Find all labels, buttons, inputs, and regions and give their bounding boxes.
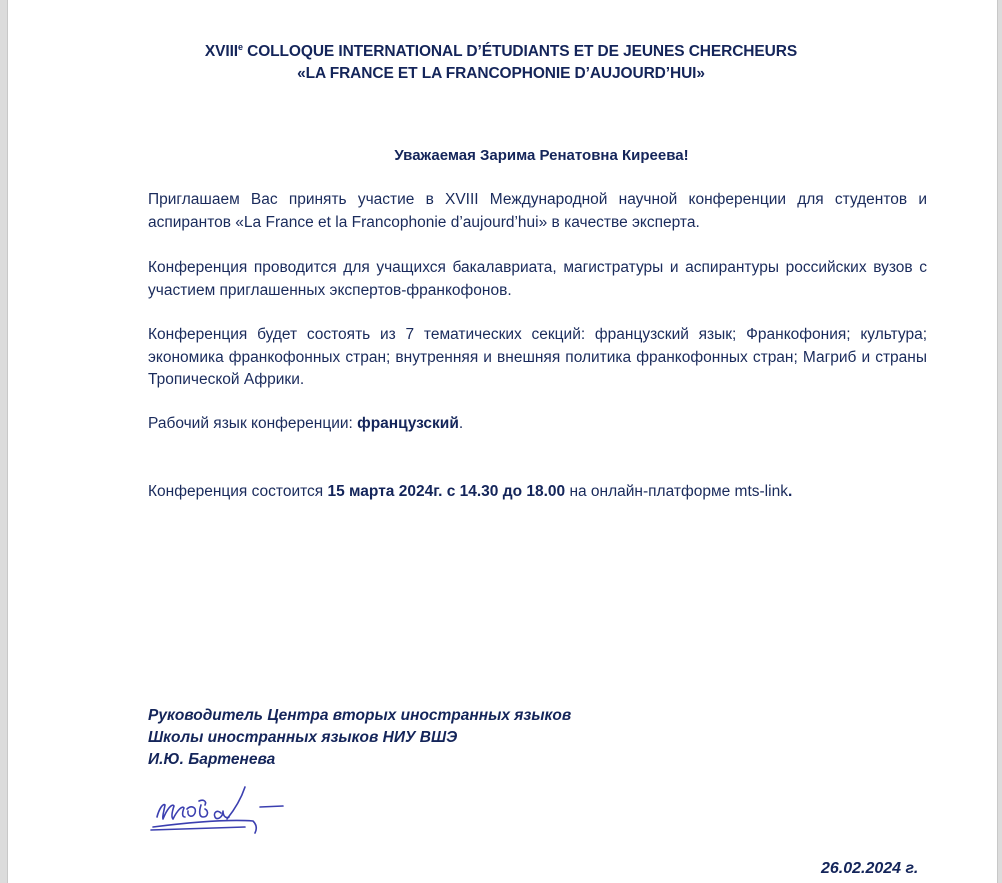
language-value: французский (357, 415, 459, 432)
conference-header (0, 36, 1002, 85)
header-line-1: XVIIIe COLLOQUE INTERNATIONAL D’ÉTUDIANTS ET DE JEUNES CHERCHEURS (204, 42, 798, 60)
document-date: 26.02.2024 г. (821, 860, 919, 877)
header-line-2: «LA FRANCE ET LA FRANCOPHONIE D’AUJOURD’HUI» (297, 65, 705, 82)
paragraph-schedule: Конференция состоится 15 марта 2024г. с 14.30 до 18.00 на онлайн-платформе mts-link. (148, 483, 793, 500)
signatory-block (148, 705, 571, 771)
viewer-left-edge (0, 0, 8, 883)
signatory-name: И.Ю. Бартенева (148, 751, 276, 768)
handwritten-signature-icon (145, 775, 325, 860)
paragraph-sections: Конференция будет состоять из 7 тематических секций: французский язык; Франкофония; культура; экономика франкофонных стран; внутренняя и внешняя политика франкофонных стран; Магриб и страны Тропической Африки. (148, 326, 927, 388)
signatory-organization: Школы иностранных языков НИУ ВШЭ (148, 729, 458, 746)
greeting: Уважаемая Зарима Ренатовна Киреева! (394, 147, 689, 164)
schedule-datetime: 15 марта 2024г. с 14.30 до 18.00 (327, 483, 566, 500)
paragraph-language: Рабочий язык конференции: французский. (148, 415, 464, 432)
paragraph-audience: Конференция проводится для учащихся бакалавриата, магистратуры и аспирантуры российских вузов с участием приглашенных экспертов-франкофонов. (148, 259, 927, 299)
paragraph-invitation: Приглашаем Вас принять участие в XVIII Международной научной конференции для студентов и аспирантов «La France et la Francophonie d’aujourd’hui» в качестве эксперта. (148, 191, 927, 231)
viewer-right-edge (997, 0, 1002, 883)
signatory-title: Руководитель Центра вторых иностранных языков (148, 707, 572, 724)
